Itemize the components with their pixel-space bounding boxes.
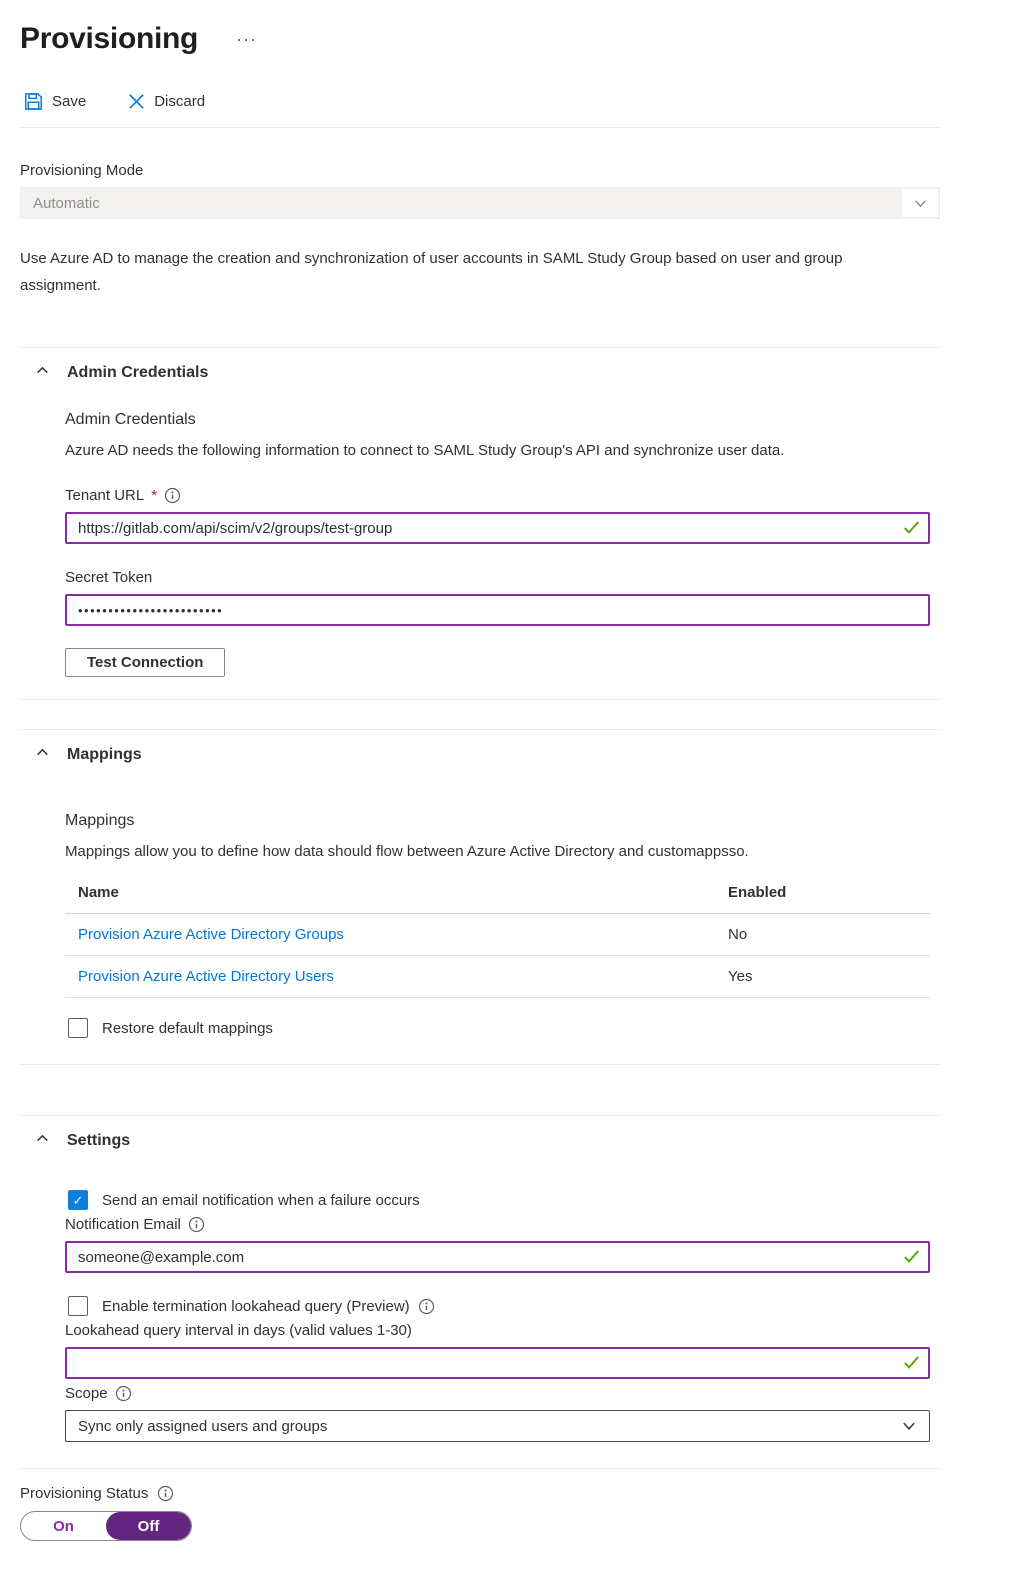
scope-label: Scope xyxy=(65,1385,108,1402)
restore-default-mappings-row xyxy=(68,1018,940,1038)
admin-credentials-description: Azure AD needs the following information to connect to SAML Study Group's API and synchronize user data. xyxy=(65,442,785,459)
chevron-down-icon xyxy=(902,189,938,217)
info-icon[interactable] xyxy=(188,1216,205,1233)
discard-button[interactable] xyxy=(124,91,209,112)
toggle-on-option[interactable]: On xyxy=(53,1517,74,1535)
provisioning-mode-select xyxy=(20,187,940,219)
restore-default-mappings-checkbox[interactable] xyxy=(68,1018,88,1038)
more-options-button[interactable]: ··· xyxy=(232,28,261,50)
column-header-name: Name xyxy=(78,884,119,901)
green-check-icon xyxy=(903,1354,920,1375)
required-asterisk: * xyxy=(151,487,158,504)
toolbar xyxy=(20,90,940,128)
tenant-url-input[interactable] xyxy=(65,512,930,544)
lookahead-interval-label-row xyxy=(65,1322,940,1339)
scope-select[interactable] xyxy=(65,1410,930,1442)
discard-x-icon xyxy=(128,93,145,110)
table-row xyxy=(65,914,930,956)
admin-credentials-subtitle: Admin Credentials xyxy=(65,411,196,428)
mappings-body xyxy=(65,812,940,1038)
column-header-enabled: Enabled xyxy=(728,884,787,901)
lookahead-query-label xyxy=(102,1298,435,1315)
notification-email-input[interactable] xyxy=(65,1241,930,1273)
table-row xyxy=(65,956,930,998)
settings-section-header[interactable] xyxy=(20,1116,940,1150)
save-label: Save xyxy=(52,93,87,110)
email-notification-row xyxy=(68,1190,940,1210)
lookahead-query-label-text: Enable termination lookahead query (Preview) xyxy=(102,1297,410,1315)
page-description: Use Azure AD to manage the creation and synchronization of user accounts in SAML Study Group based on user and group assignment. xyxy=(20,250,843,294)
tenant-url-label-row xyxy=(65,487,940,504)
page-title: Provisioning xyxy=(20,22,199,55)
chevron-up-icon xyxy=(35,363,50,382)
mapping-link-users[interactable]: Provision Azure Active Directory Users xyxy=(78,968,334,985)
lookahead-interval-label: Lookahead query interval in days (valid values 1-30) xyxy=(65,1322,412,1339)
settings-section xyxy=(20,1115,940,1469)
provisioning-status-label-row xyxy=(20,1485,940,1502)
info-icon[interactable] xyxy=(418,1298,435,1315)
discard-label: Discard xyxy=(154,93,206,110)
email-notification-checkbox[interactable]: ✓ xyxy=(68,1190,88,1210)
test-connection-button[interactable]: Test Connection xyxy=(65,648,225,677)
lookahead-query-row xyxy=(68,1296,940,1316)
lookahead-interval-input[interactable] xyxy=(65,1347,930,1379)
admin-credentials-section-title: Admin Credentials xyxy=(67,363,209,381)
notification-email-field xyxy=(65,1241,930,1273)
scope-label-row xyxy=(65,1385,940,1402)
info-icon[interactable] xyxy=(164,487,181,504)
save-button[interactable] xyxy=(20,90,90,113)
mapping-link-groups[interactable]: Provision Azure Active Directory Groups xyxy=(78,926,344,943)
lookahead-query-checkbox[interactable] xyxy=(68,1296,88,1316)
scope-value: Sync only assigned users and groups xyxy=(78,1417,328,1435)
green-check-icon xyxy=(903,1248,920,1269)
chevron-up-icon xyxy=(35,1131,50,1150)
secret-token-label: Secret Token xyxy=(65,569,153,586)
secret-token-input[interactable] xyxy=(65,594,930,626)
provisioning-mode-value: Automatic xyxy=(33,194,100,212)
restore-default-mappings-label: Restore default mappings xyxy=(102,1019,273,1037)
chevron-down-icon xyxy=(901,1411,917,1441)
mapping-enabled-users: Yes xyxy=(728,968,753,985)
mapping-enabled-groups: No xyxy=(728,926,748,943)
tenant-url-field xyxy=(65,512,930,544)
lookahead-interval-field xyxy=(65,1347,930,1379)
notification-email-label: Notification Email xyxy=(65,1216,181,1233)
save-icon xyxy=(24,92,43,111)
admin-credentials-body xyxy=(65,411,940,699)
green-check-icon xyxy=(903,519,920,540)
provisioning-status-label: Provisioning Status xyxy=(20,1485,149,1502)
settings-body xyxy=(65,1190,940,1468)
mappings-section-title: Mappings xyxy=(67,745,142,763)
mappings-section xyxy=(20,729,940,1065)
toggle-off-option[interactable]: Off xyxy=(106,1512,191,1540)
provisioning-status-toggle xyxy=(20,1511,192,1541)
mappings-subtitle: Mappings xyxy=(65,812,135,829)
tenant-url-label: Tenant URL xyxy=(65,487,145,504)
notification-email-label-row xyxy=(65,1216,940,1233)
admin-credentials-section xyxy=(20,347,940,700)
email-notification-label: Send an email notification when a failure occurs xyxy=(102,1191,420,1209)
chevron-up-icon xyxy=(35,745,50,764)
settings-section-title: Settings xyxy=(67,1131,131,1149)
provisioning-mode-block xyxy=(20,162,940,219)
secret-token-label-row xyxy=(65,569,940,586)
mappings-section-header[interactable] xyxy=(20,730,940,764)
admin-credentials-section-header[interactable] xyxy=(20,348,940,382)
mappings-table-header xyxy=(65,872,930,914)
provisioning-mode-label: Provisioning Mode xyxy=(20,162,144,179)
info-icon[interactable] xyxy=(157,1485,174,1502)
secret-token-field xyxy=(65,594,930,626)
mappings-table xyxy=(65,872,930,998)
provisioning-status-block xyxy=(20,1485,940,1541)
page-header xyxy=(20,22,940,56)
mappings-description: Mappings allow you to define how data should flow between Azure Active Directory and customappsso. xyxy=(65,843,749,860)
info-icon[interactable] xyxy=(115,1385,132,1402)
